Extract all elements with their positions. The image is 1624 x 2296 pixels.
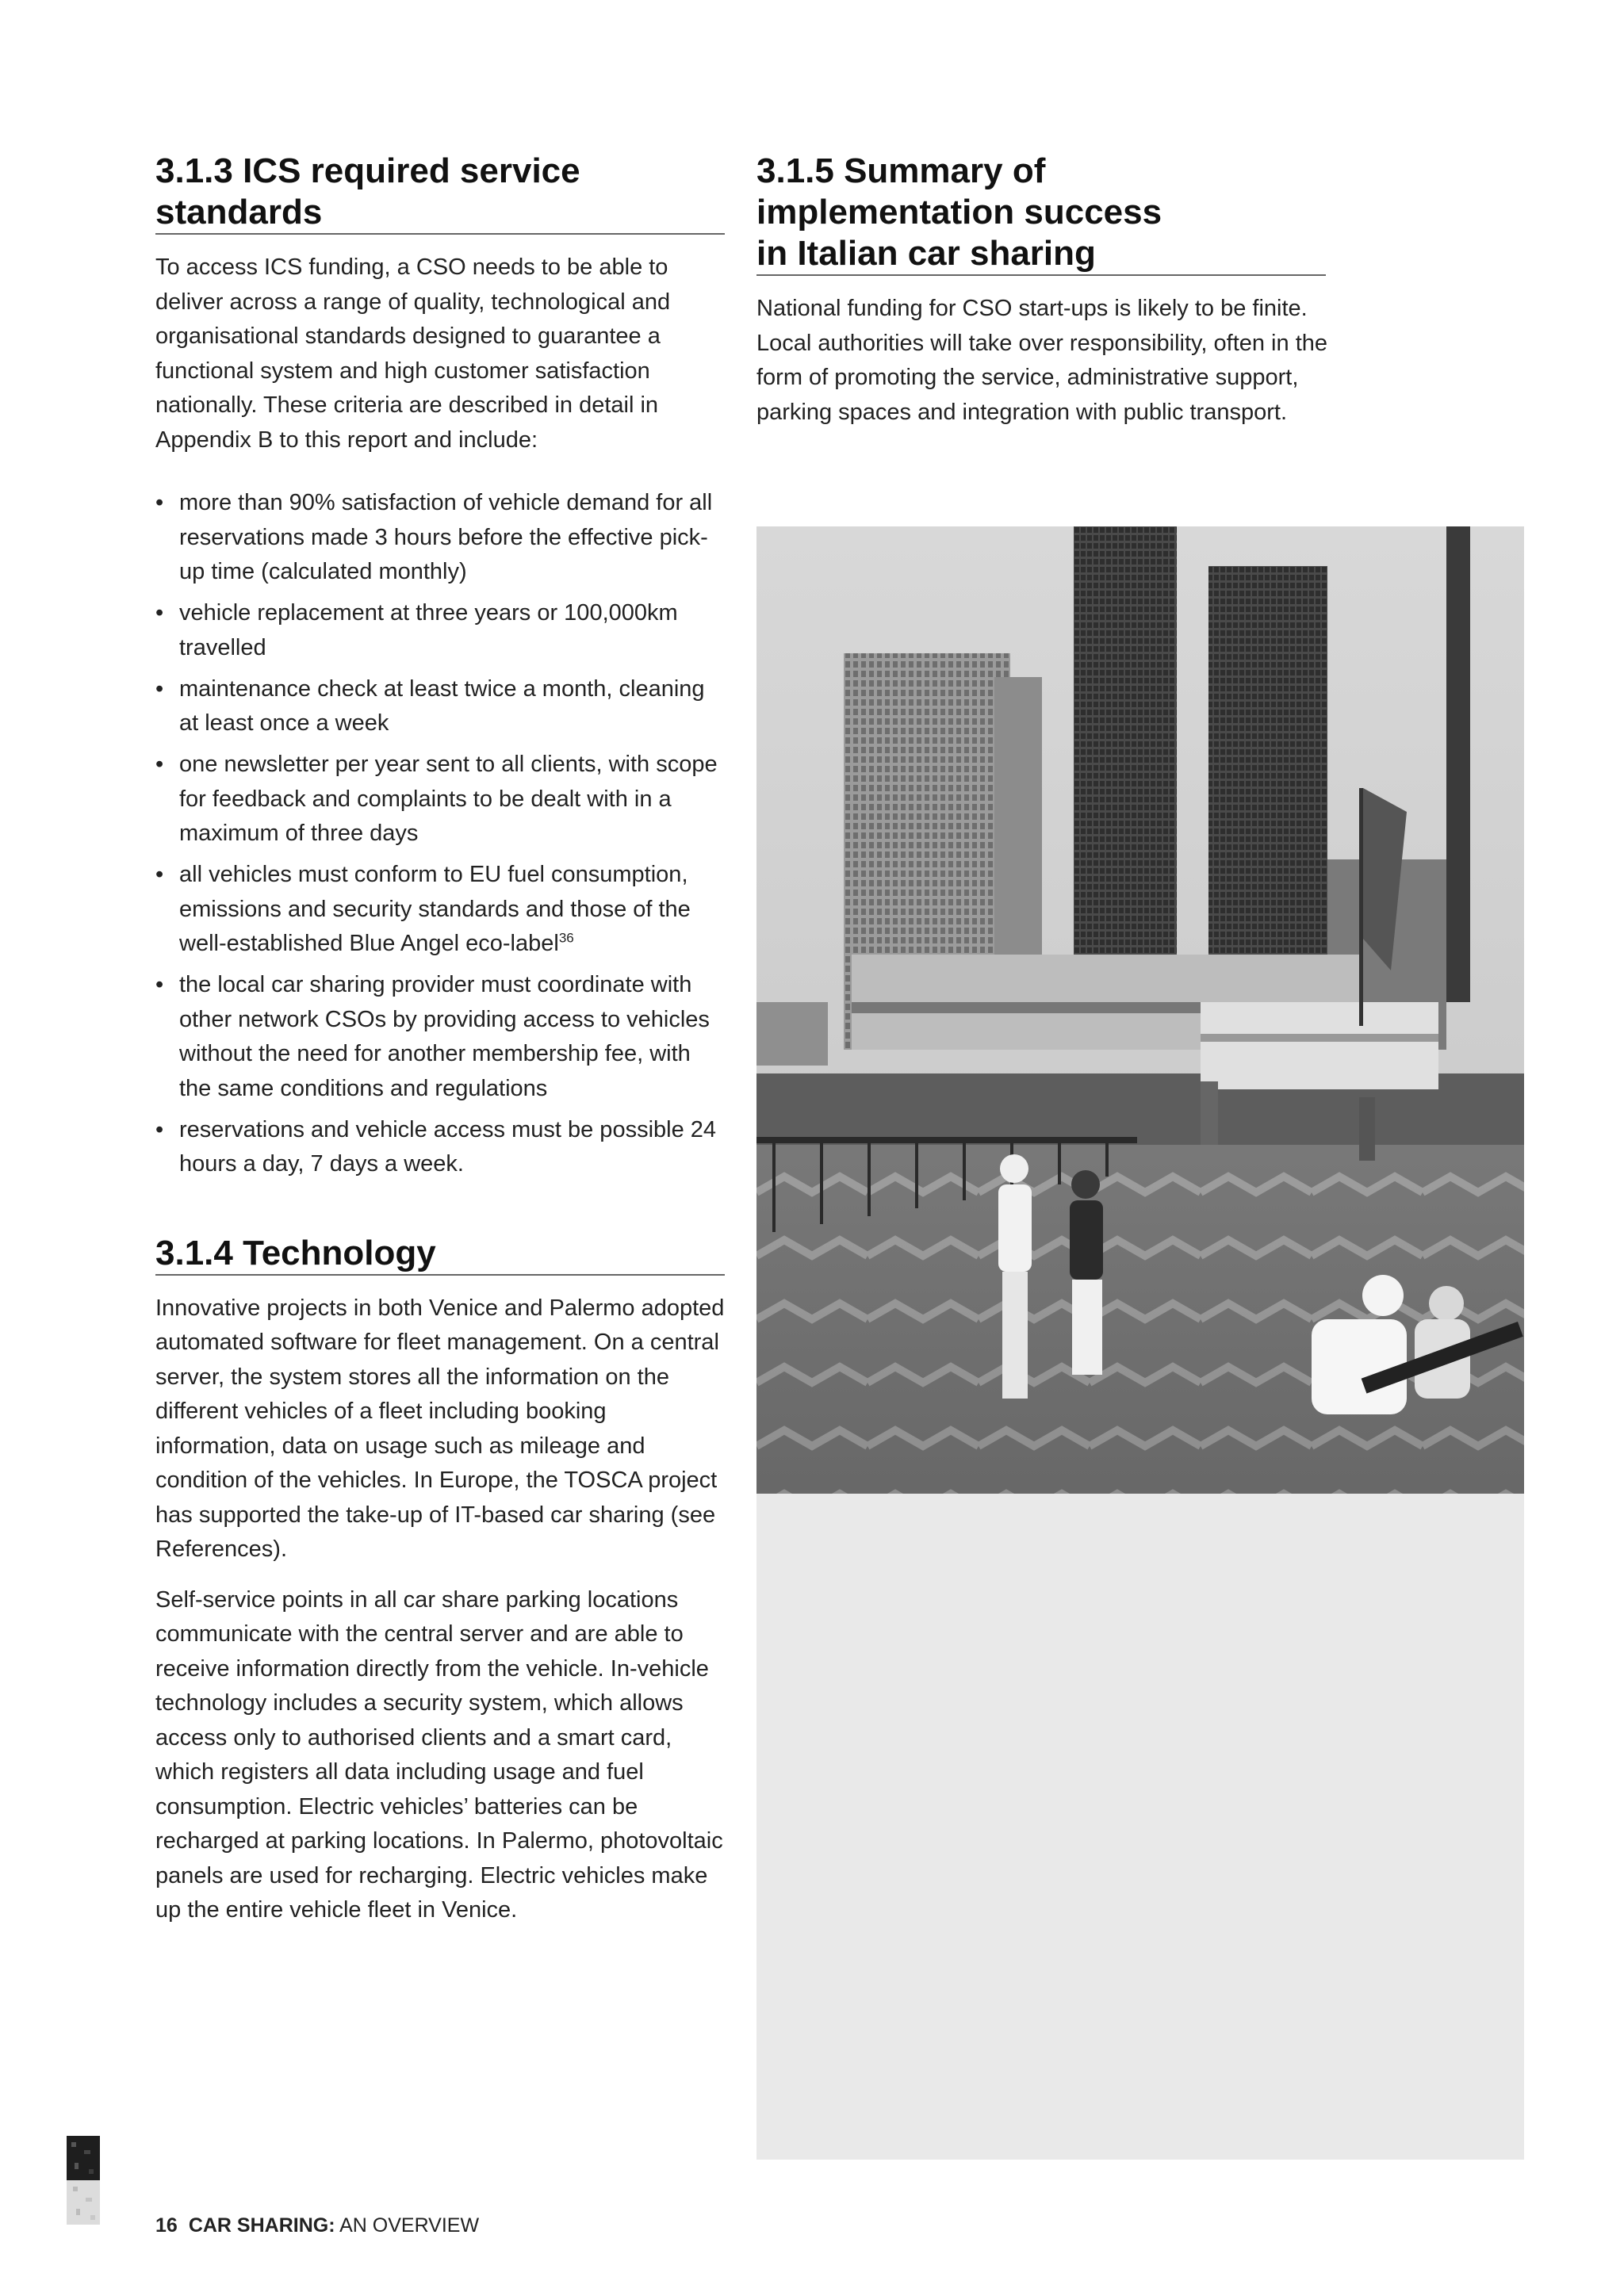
right-column bbox=[756, 151, 1327, 430]
list-item bbox=[155, 858, 726, 962]
footer-texture-marks bbox=[67, 2136, 100, 2225]
heading-line-1: 3.1.3 ICS required service bbox=[155, 151, 580, 190]
footer-title-rest: AN OVERVIEW bbox=[335, 2214, 480, 2237]
list-item: • vehicle replacement at three years or 100,000km travelled bbox=[155, 596, 726, 665]
section-3-1-3-heading bbox=[155, 151, 725, 235]
heading-line-3: in Italian car sharing bbox=[756, 234, 1096, 273]
section-3-1-5-paragraph: National funding for CSO start-ups is likely to be finite. Local authorities will take over responsibility, often in the form of promoting the service, administrative support, parking spaces and integration with public transport. bbox=[756, 296, 1328, 425]
page-number: 16 bbox=[155, 2214, 178, 2237]
list-item-text: all vehicles must conform to EU fuel consumption, emissions and security standards and those of the well-established Blue Angel eco-label bbox=[179, 862, 691, 956]
footer-title-bold: CAR SHARING: bbox=[188, 2214, 335, 2237]
section-3-1-4-paragraph-1: Innovative projects in both Venice and Palermo adopted automated software for fleet management. On a central server, the system stores all the information on the different vehicles of a fleet including booking information, data on usage such as mileage and condition of the vehicles. In Europe, the TOSCA project has supported the take-up of IT-based car sharing (see References). bbox=[155, 1295, 725, 1562]
list-item: • more than 90% satisfaction of vehicle demand for all reservations made 3 hours before the effective pick-up time (calculated monthly) bbox=[155, 486, 726, 590]
list-item: • maintenance check at least twice a month, cleaning at least once a week bbox=[155, 672, 726, 741]
section-3-1-5-heading bbox=[756, 151, 1326, 276]
section-3-1-4-heading: 3.1.4 Technology bbox=[155, 1233, 725, 1276]
left-column bbox=[155, 151, 726, 1928]
list-item: • reservations and vehicle access must be possible 24 hours a day, 7 days a week. bbox=[155, 1113, 726, 1182]
section-3-1-3-intro: To access ICS funding, a CSO needs to be able to deliver across a range of quality, technological and organisational standards designed to guarantee a functional system and high customer satisfaction nationally. These criteria are described in detail in Appendix B to this report and include: bbox=[155, 254, 671, 453]
heading-line-1: 3.1.5 Summary of bbox=[756, 151, 1046, 190]
section-3-1-4 bbox=[155, 1233, 726, 1928]
heading-line-2: standards bbox=[155, 193, 323, 232]
heading-line-2: implementation success bbox=[756, 193, 1162, 232]
list-item: • the local car sharing provider must coordinate with other network CSOs by providing access to vehicles without the need for another membership fee, with the same conditions and regulations bbox=[155, 968, 726, 1106]
harbour-photo-illustration bbox=[756, 526, 1524, 1494]
list-item: • one newsletter per year sent to all clients, with scope for feedback and complaints to be dealt with in a maximum of three days bbox=[155, 748, 726, 851]
service-standards-list bbox=[155, 486, 726, 1182]
footnote-reference[interactable]: 36 bbox=[558, 930, 574, 946]
page-footer bbox=[155, 2214, 479, 2237]
section-3-1-4-paragraph-2: Self-service points in all car share parking locations communicate with the central server and are able to receive information directly from the vehicle. In-vehicle technology includes a security system, which allows access only to authorised clients and a smart card, which registers all data including usage and fuel consumption. Electric vehicles’ batteries can be recharged at parking locations. In Palermo, photovoltaic panels are used for recharging. Electric vehicles make up the entire vehicle fleet in Venice. bbox=[155, 1586, 723, 1923]
harbour-photo bbox=[756, 526, 1524, 1494]
